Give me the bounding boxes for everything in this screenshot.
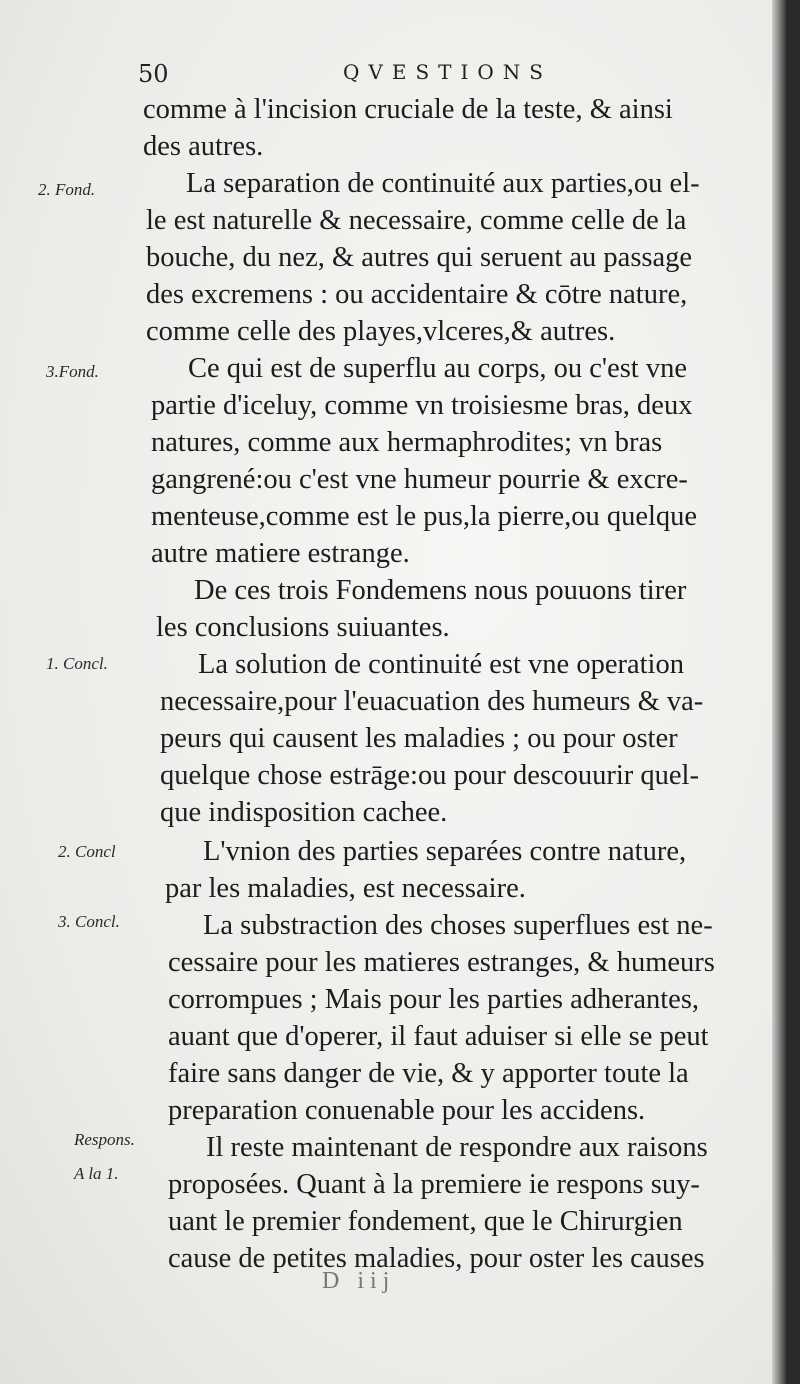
page-number: 50: [138, 60, 169, 88]
text-line: Il reste maintenant de respondre aux raisons: [206, 1132, 708, 1163]
text-line: proposées. Quant à la premiere ie respons suy-: [168, 1169, 700, 1200]
page-edge-shadow: [772, 0, 786, 1384]
text-line: cessaire pour les matieres estranges, & humeurs: [168, 947, 715, 978]
margin-note-fond-3: 3.Fond.: [46, 362, 99, 381]
text-line: menteuse,comme est le pus,la pierre,ou quelque: [151, 501, 698, 532]
text-line: corrompues ; Mais pour les parties adherantes,: [168, 984, 700, 1015]
margin-note-a-la-1: A la 1.: [74, 1164, 119, 1183]
text-line: gangrené:ou c'est vne humeur pourrie & excre-: [151, 464, 688, 495]
text-line: quelque chose estrāge:ou pour descouurir quel-: [160, 760, 699, 791]
text-line: par les maladies, est necessaire.: [165, 873, 526, 904]
text-line: La solution de continuité est vne operation: [198, 649, 684, 680]
text-line: cause de petites maladies, pour oster les causes: [168, 1243, 705, 1274]
margin-note-concl-1: 1. Concl.: [46, 654, 108, 673]
text-line: le est naturelle & necessaire, comme celle de la: [146, 205, 687, 236]
text-line: partie d'iceluy, comme vn troisiesme bras, deux: [151, 390, 693, 421]
text-line: uant le premier fondement, que le Chirurgien: [168, 1206, 683, 1237]
text-line: comme celle des playes,vlceres,& autres.: [146, 316, 616, 347]
text-line: La separation de continuité aux parties,ou el-: [186, 168, 700, 199]
text-line: peurs qui causent les maladies ; ou pour oster: [160, 723, 678, 754]
text-line: auant que d'operer, il faut aduiser si elle se peut: [168, 1021, 709, 1052]
text-line: preparation conuenable pour les accidens.: [168, 1095, 646, 1126]
margin-note-fond-2: 2. Fond.: [38, 180, 96, 199]
text-line: les conclusions suiuantes.: [156, 612, 450, 643]
text-line: comme à l'incision cruciale de la teste, & ainsi: [143, 94, 673, 125]
signature-mark: D iij: [322, 1268, 396, 1294]
text-line: autre matiere estrange.: [151, 538, 410, 569]
text-line: Ce qui est de superflu au corps, ou c'est vne: [188, 353, 688, 384]
text-line: La substraction des choses superflues est ne-: [203, 910, 713, 941]
text-line: L'vnion des parties separées contre nature,: [203, 836, 687, 867]
text-line: De ces trois Fondemens nous pouuons tirer: [194, 575, 687, 606]
margin-note-respons: Respons.: [74, 1130, 135, 1149]
text-line: des autres.: [143, 131, 264, 162]
text-line: bouche, du nez, & autres qui seruent au passage: [146, 242, 693, 273]
margin-note-concl-3: 3. Concl.: [58, 912, 120, 931]
running-title: QVESTIONS: [343, 60, 552, 84]
margin-note-concl-2: 2. Concl: [58, 842, 116, 861]
text-line: natures, comme aux hermaphrodites; vn bras: [151, 427, 663, 458]
text-line: faire sans danger de vie, & y apporter toute la: [168, 1058, 689, 1089]
text-line: necessaire,pour l'euacuation des humeurs & va-: [160, 686, 704, 717]
text-line: des excremens : ou accidentaire & cōtre nature,: [146, 279, 688, 310]
text-line: que indisposition cachee.: [160, 797, 448, 828]
